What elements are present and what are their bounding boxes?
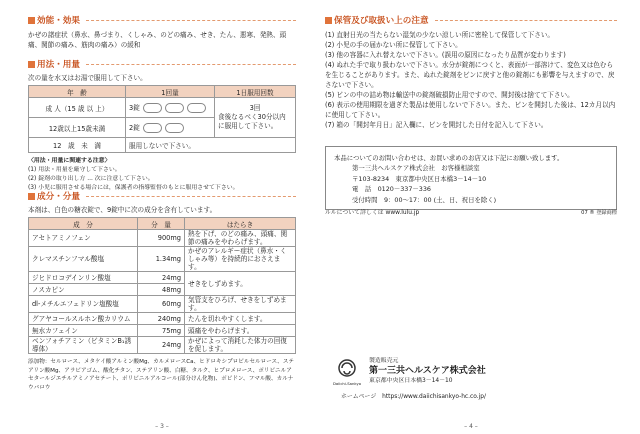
effect-body: かぜの諸症状（鼻水、鼻づまり、くしゃみ、のどの痛み、せき、たん、悪寒、発熱、頭痛、関節の痛み、筋肉の痛み）の緩和 (28, 31, 287, 49)
ingredient-amount: 60mg (138, 296, 185, 313)
right-page (325, 0, 617, 434)
storage-list (325, 30, 617, 130)
effect-section (28, 14, 296, 50)
usage-heading (28, 58, 296, 70)
pill-icon (143, 123, 162, 133)
dosage-header-dose: 1回量 (126, 86, 215, 98)
table-row (29, 337, 296, 354)
ingredient-amount: 48mg (138, 284, 185, 296)
ingredients-header-name: 成 分 (29, 218, 138, 230)
ingredient-action: 熱を下げ、のどの痛み、頭痛、関節の痛みをやわらげます。 (185, 230, 296, 247)
ingredient-amount: 1.34mg (138, 247, 185, 272)
dosage-age: 成 人（15 歳 以 上） (29, 98, 126, 118)
contact-phone-line (334, 184, 608, 194)
list-item: (2) 小児の手の届かない所に保管して下さい。 (325, 41, 462, 49)
pill-icon (143, 103, 162, 113)
table-row (29, 247, 296, 272)
dosage-row (29, 138, 296, 153)
contact-box (325, 146, 617, 210)
dosage-amount: 服用しないで下さい。 (126, 138, 296, 153)
registered-mark: 07 ® 登録商標 (581, 210, 617, 216)
dosage-table (28, 85, 296, 153)
ingredients-header-amount: 分 量 (138, 218, 185, 230)
maker-info (369, 357, 486, 386)
usage-note: (3) 小児に服用させる場合には，保護者の指導監督のもとに服用させて下さい。 (28, 185, 239, 191)
ingredient-amount: 24mg (138, 272, 185, 284)
additives-text: 添加物：セルロース、メタケイ酸アルミン酸Mg、カルメロースCa、ヒドロキシプロピルセルロース、ステアリン酸Mg、アラビアゴム、酸化チタン、ステアリン酸、白糖、タルク、ヒプロメロース、ポリビニルアセタールジエチルアミノアセテート、ポリビニルアルコール(部分けん化物)、ポビドン、フマル酸、カルナウバロウ (28, 359, 294, 391)
ingredients-intro: 本剤は、白色の糖衣錠で、9錠中に次の成分を含有しています。 (28, 206, 217, 214)
ingredients-section (28, 190, 296, 392)
table-row (29, 296, 296, 313)
square-icon (28, 61, 35, 68)
ingredient-action: かぜによって消耗した体力の回復を促します。 (185, 337, 296, 354)
contact-intro: 本品についてのお問い合わせは、お買い求めのお店又は下記にお願い致します。 (334, 154, 564, 162)
dosage-age: 12 歳 未 満 (29, 138, 126, 153)
maker-address: 東京都中央区日本橋3－14－10 (369, 378, 453, 384)
contact-hours-line (334, 195, 608, 205)
logo-text: Daiichi-Sankyo (332, 381, 362, 386)
ingredients-header-action: はたらき (185, 218, 296, 230)
list-item: (7) 箱の「開封年月日」記入欄に、ビンを開封した日付を記入して下さい。 (325, 121, 548, 129)
daiichi-logo (331, 359, 363, 386)
usage-note: (2) 錠剤の取り出し方 ... 次に注意して下さい。 (28, 176, 154, 182)
phone-label: 電 話 (352, 185, 372, 194)
dosage-row (29, 98, 296, 118)
hours-value: 9：00～17：00 (土、日、祝日を除く) (383, 195, 497, 204)
ingredient-amount: 900mg (138, 230, 185, 247)
dosage-amount-cell (126, 118, 215, 138)
effect-title: 効能・効果 (37, 16, 80, 26)
usage-section (28, 58, 296, 193)
storage-title: 保管及び取扱い上の注意 (334, 16, 429, 26)
list-item: (5) ビンの中の詰め物は輸送中の錠剤破損防止用ですので、開封後は捨てて下さい。 (325, 91, 574, 99)
ingredient-amount: 240mg (138, 313, 185, 325)
ingredient-amount: 24mg (138, 337, 185, 354)
list-item: (4) ぬれた手で取り扱わないで下さい。水分が錠剤につくと、表面が一部溶けて、変色又は色むらを生じることがあります。また、ぬれた錠剤をビンに戻すと他の錠剤にも影響を与えますので、戻さないで下さい。 (325, 61, 615, 89)
contact-address: 〒103-8234 東京都中央区日本橋3－14－10 (352, 174, 487, 183)
ingredient-action: たんを切れやすくします。 (185, 313, 296, 325)
ingredient-name: ノスカピン (29, 284, 138, 296)
contact-company: 第一三共ヘルスケア株式会社 お客様相談室 (352, 164, 480, 173)
storage-section (325, 14, 617, 130)
left-page (28, 0, 328, 434)
list-item: (3) 他の容器に入れ替えないで下さい。(誤用の原因になったり品質が変わります) (325, 51, 566, 59)
dosage-amount: 2錠 (129, 124, 140, 132)
dosage-amount-cell (126, 98, 215, 118)
storage-heading (325, 14, 617, 26)
ingredients-heading (28, 190, 296, 202)
square-icon (28, 193, 35, 200)
usage-note: (1) 用法・用量を厳守して下さい。 (28, 167, 121, 173)
effect-heading (28, 14, 296, 26)
ingredient-action: せきをしずめます。 (185, 272, 296, 296)
ingredient-name: dl-メチルエフェドリン塩酸塩 (29, 296, 138, 313)
dosage-age: 12歳以上15歳未満 (29, 118, 126, 138)
usage-note-title: 〈用法・用量に関連する注意〉 (28, 158, 111, 164)
ingredient-name: グアヤコールスルホン酸カリウム (29, 313, 138, 325)
table-row (29, 313, 296, 325)
page-number: – 3 – (155, 423, 169, 430)
page-number: – 4 – (464, 423, 478, 430)
table-row (29, 272, 296, 284)
table-row (29, 325, 296, 337)
ingredient-name: クレマスチンフマル酸塩 (29, 247, 138, 272)
ingredient-name: アセトアミノフェン (29, 230, 138, 247)
pill-icon (187, 103, 206, 113)
list-item: (6) 表示の使用期限を過ぎた製品は使用しないで下さい。また、ビンを開封した後は、12カ月以内に使用して下さい。 (325, 101, 616, 119)
square-icon (325, 17, 332, 24)
usage-intro: 次の量を水又はお湯で服用して下さい。 (28, 74, 147, 82)
ingredient-name: 無水カフェイン (29, 325, 138, 337)
square-icon (28, 17, 35, 24)
table-row (29, 230, 296, 247)
pill-icon (165, 123, 184, 133)
ingredient-amount: 75mg (138, 325, 185, 337)
list-item: (1) 直射日光の当たらない湿気の少ない涼しい所に密栓して保管して下さい。 (325, 31, 555, 39)
hours-label: 受付時間 (352, 195, 378, 204)
pill-icon (165, 103, 184, 113)
maker-name: 第一三共ヘルスケア株式会社 (369, 366, 486, 376)
daiichi-logo-icon (338, 359, 356, 377)
homepage-url[interactable]: https://www.daiichisankyo-hc.co.jp/ (382, 394, 487, 400)
ingredient-name: ジヒドロコデインリン酸塩 (29, 272, 138, 284)
ingredients-table (28, 217, 296, 354)
ingredient-action: かぜのアレルギー症状（鼻水・くしゃみ等）を持続的におさえます。 (185, 247, 296, 272)
ingredient-action: 気管支をひろげ、せきをしずめます。 (185, 296, 296, 313)
dosage-amount: 3錠 (129, 104, 140, 112)
usage-title: 用法・用量 (37, 60, 80, 70)
ingredient-action: 頭痛をやわらげます。 (185, 325, 296, 337)
ingredients-title: 成分・分量 (37, 192, 80, 202)
dosage-times-cell (215, 98, 296, 138)
phone-number: 0120－337－336 (377, 185, 432, 194)
dosage-header-times: 1日服用回数 (215, 86, 296, 98)
dosage-times-note: 食後なるべく30分以内に服用して下さい。 (218, 113, 286, 130)
lulu-link[interactable]: ルルについて詳しくは www.lulu.jp (325, 210, 420, 216)
ingredient-name: ベンフォチアミン（ビタミンB₁誘導体） (29, 337, 138, 354)
homepage-line (341, 393, 486, 402)
maker-role: 製造販売元 (369, 358, 399, 364)
homepage-label: ホームページ (341, 394, 377, 400)
dosage-header-age: 年 齢 (29, 86, 126, 98)
dosage-times: 3回 (249, 104, 261, 112)
